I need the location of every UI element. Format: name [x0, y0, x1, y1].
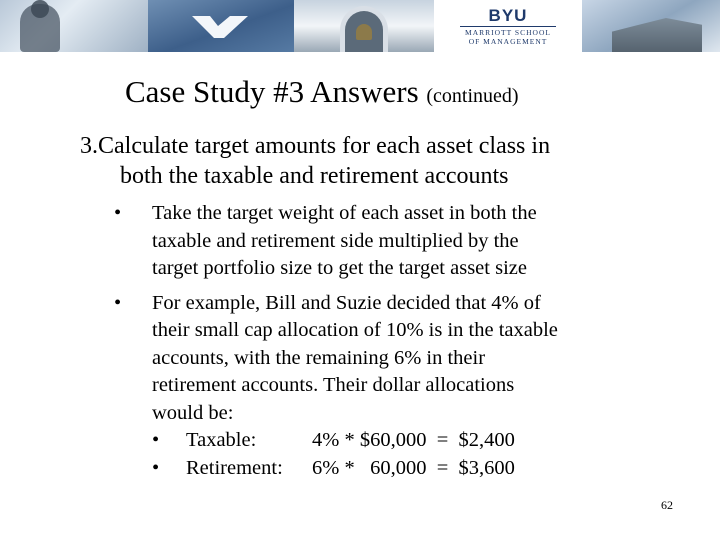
bell-icon	[356, 24, 372, 40]
logo-management-text: OF MANAGEMENT	[468, 36, 548, 46]
bullet-icon: •	[114, 202, 122, 224]
sub-bullet-icon: •	[152, 429, 160, 451]
sub-bullet-value: 4% * $60,000 = $2,400	[312, 429, 515, 451]
bullet-line: For example, Bill and Suzie decided that 4% of	[152, 291, 541, 314]
sub-bullet-label: Retirement:	[186, 456, 283, 479]
page-number: 62	[661, 498, 673, 512]
byu-logo	[434, 0, 582, 52]
point-line-2: both the taxable and retirement accounts	[120, 163, 509, 189]
logo-school-text: MARRIOTT SCHOOL	[465, 27, 551, 37]
point-number: 3.	[80, 133, 98, 159]
bullet-line: retirement accounts. Their dollar allocations	[152, 374, 515, 396]
bell-tower-photo	[294, 0, 434, 52]
bullet-line: target portfolio size to get the target asset size	[152, 257, 527, 279]
bullet-line: would be:	[152, 401, 234, 424]
y-mountain-icon	[188, 12, 254, 42]
bullet-line: their small cap allocation of 10% is in the taxable	[152, 319, 558, 341]
statue-head	[31, 0, 49, 18]
main-point	[80, 131, 550, 191]
byu-logo-text: BYU	[488, 5, 528, 25]
bullet-icon: •	[114, 291, 122, 314]
bullet-line: taxable and retirement side multiplied by the	[152, 229, 519, 252]
bullet-item	[114, 200, 654, 283]
slide-title-continued: (continued)	[426, 85, 519, 107]
building-photo	[582, 0, 720, 52]
building-shape	[612, 18, 702, 52]
sub-bullet-icon: •	[152, 456, 160, 479]
bullet-text	[152, 290, 642, 483]
point-line-1: Calculate target amounts for each asset class in	[98, 133, 551, 159]
sub-bullet-label: Taxable:	[186, 429, 257, 451]
statue-photo	[0, 0, 148, 52]
mountain-y-photo	[148, 0, 294, 52]
slide-title	[125, 74, 519, 114]
sub-bullet-item	[152, 455, 642, 483]
bullet-item	[114, 290, 654, 483]
bullet-line: accounts, with the remaining 6% in their	[152, 346, 486, 369]
header-banner	[0, 0, 720, 52]
sub-bullet-value: 6% * 60,000 = $3,600	[312, 456, 515, 479]
bullet-text	[152, 200, 642, 283]
bullet-line: Take the target weight of each asset in both the	[152, 202, 537, 224]
slide-title-main: Case Study #3 Answers	[125, 74, 427, 109]
sub-bullet-item	[152, 427, 642, 455]
bullet-list	[114, 200, 654, 482]
logo-rule	[460, 26, 556, 27]
